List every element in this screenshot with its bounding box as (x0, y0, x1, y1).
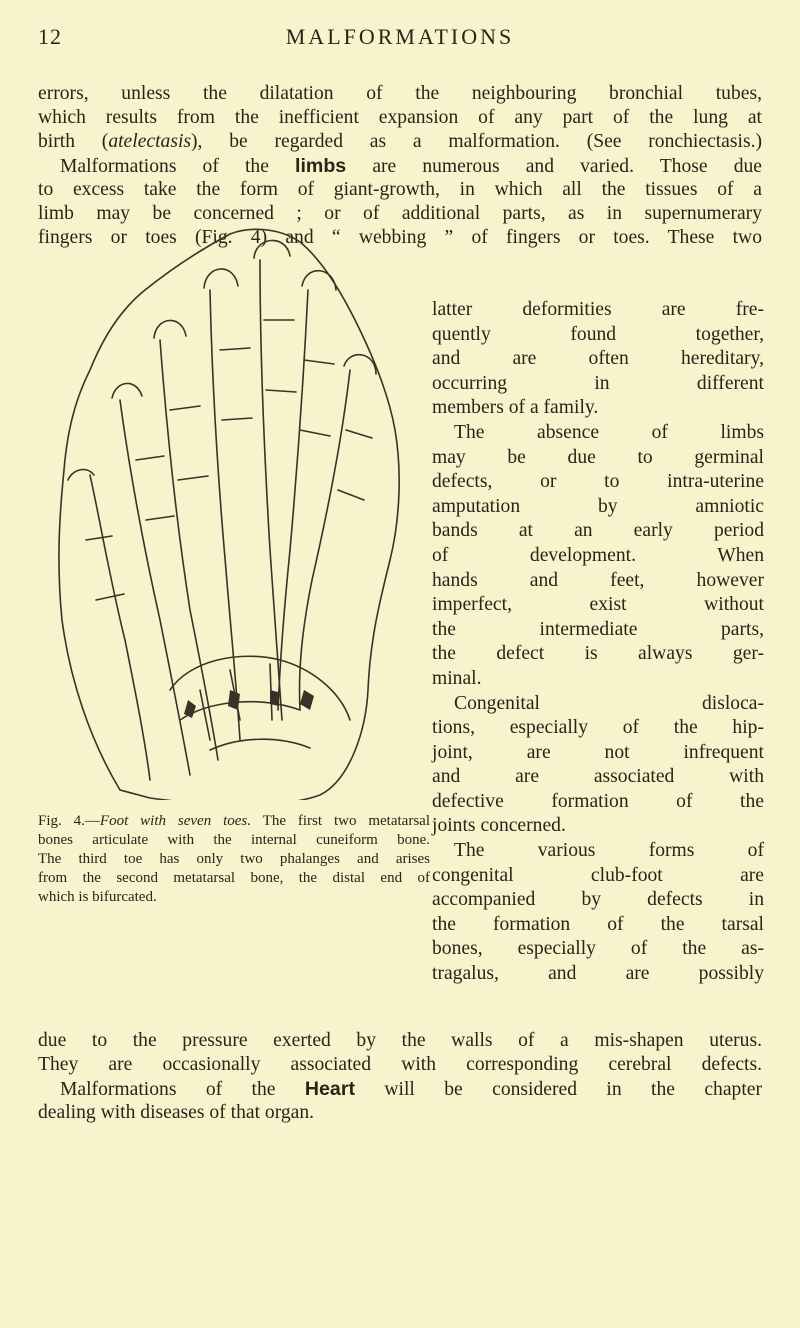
text-line: congenital club-foot are (432, 864, 764, 886)
text-line: defective formation of the (432, 790, 764, 812)
text-line: members of a family. (432, 397, 599, 419)
text-line: the defect is always ger- (432, 643, 764, 665)
limbs-term: limbs (295, 155, 347, 177)
text-line: which results from the inefficient expansion of any part of the lung at (38, 107, 762, 128)
right-column-text (432, 298, 764, 987)
text-line: the intermediate parts, (432, 618, 764, 640)
running-title: MALFORMATIONS (285, 24, 515, 49)
text-line: tions, especially of the hip- (432, 717, 764, 739)
text-line: to excess take the form of giant-growth, in which all the tissues of a (38, 179, 762, 200)
text-line: They are occasionally associated with corresponding cerebral defects. (38, 1054, 762, 1075)
text-line: of development. When (432, 544, 764, 566)
text-line: joint, are not infrequent (432, 741, 764, 763)
text-line: imperfect, exist without (432, 594, 764, 616)
text-line: The absence of limbs (454, 421, 764, 443)
text-line-limbs: Malformations of the limbs are numerous and varied. Those due (60, 155, 762, 177)
text-line: may be due to germinal (432, 446, 764, 468)
text-line: quently found together, (432, 323, 764, 345)
figure-label: Fig. 4.— (38, 813, 100, 829)
text-line: minal. (432, 667, 482, 689)
text-line: The various forms of (454, 840, 764, 862)
text-line: joints concerned. (432, 815, 566, 837)
text-line: accompanied by defects in (432, 889, 764, 911)
text-line: limb may be concerned ; or of additional parts, as in supernumerary (38, 203, 762, 224)
text-line: errors, unless the dilatation of the neighbouring bronchial tubes, (38, 83, 762, 104)
text-line: fingers or toes (Fig. 4) and “ webbing ” of fingers or toes. These two (38, 227, 762, 248)
caption-line: The third toe has only two phalanges and arises (38, 851, 430, 867)
text-line: hands and feet, however (432, 569, 764, 591)
text-line: defects, or to intra-uterine (432, 471, 764, 493)
caption-line: bones articulate with the internal cuneiform bone. (38, 832, 430, 848)
caption-line: from the second metatarsal bone, the distal end of (38, 870, 430, 886)
text-line-heart: Malformations of the Heart will be considered in the chapter (60, 1078, 762, 1100)
text-line: latter deformities are fre- (432, 299, 764, 320)
atelectasis-term: atelectasis (108, 131, 192, 152)
heart-term: Heart (304, 1078, 355, 1100)
caption-line: which is bifurcated. (38, 889, 157, 905)
page-number: 12 (38, 24, 62, 49)
text-line: the formation of the tarsal (432, 913, 764, 935)
text-line: dealing with diseases of that organ. (38, 1102, 315, 1123)
text-line-birth: birth (atelectasis), be regarded as a malformation. (See ronchiectasis.) (38, 131, 762, 152)
figure-caption (38, 812, 430, 907)
text-line: bones, especially of the as- (432, 938, 764, 960)
caption-line: Fig. 4.—Foot with seven toes. The first two metatarsal (38, 813, 430, 829)
text-line: and are often hereditary, (432, 348, 764, 370)
text-line: occurring in different (432, 372, 764, 394)
text-line: due to the pressure exerted by the walls of a mis-shapen uterus. (38, 1030, 762, 1051)
text-line: amputation by amniotic (432, 495, 764, 517)
figure-title: Foot with seven toes. (99, 813, 252, 829)
text-line: bands at an early period (432, 520, 764, 542)
text-line: Congenital disloca- (454, 692, 764, 714)
foot-skeleton-illustration (50, 220, 428, 800)
text-line: and are associated with (432, 766, 764, 788)
page-header (38, 24, 762, 54)
bottom-paragraphs (38, 1029, 762, 1125)
text-line: tragalus, and are possibly (432, 963, 764, 985)
